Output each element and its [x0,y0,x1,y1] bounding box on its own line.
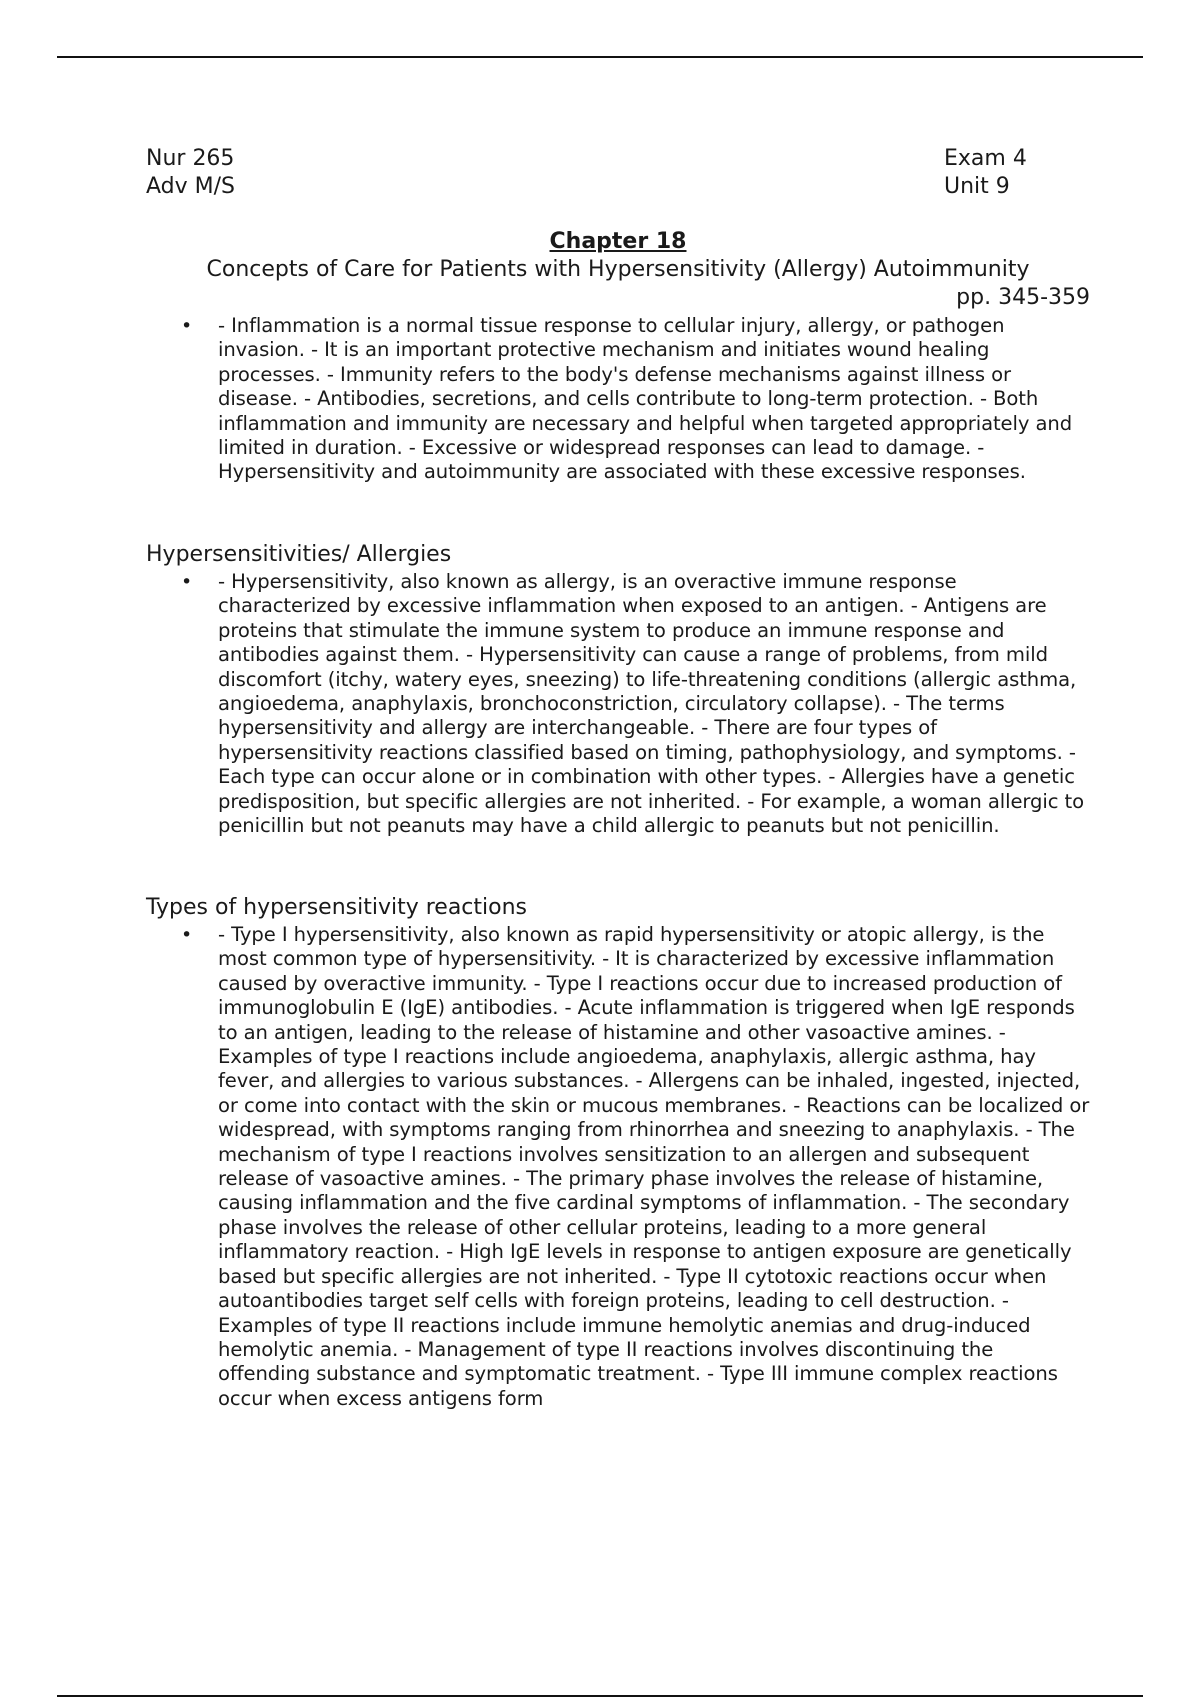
bullet-icon: • [181,571,193,593]
top-rule [57,56,1143,58]
page-range: pp. 345-359 [956,285,1090,310]
header-left [146,145,235,201]
course-name: Adv M/S [146,174,235,199]
bullet-icon: • [181,315,193,337]
bullet-text: - Inflammation is a normal tissue response to cellular injury, allergy, or pathogen invasion. - It is an important protective mechanism and initiates wound healing processes. - Immunity refers to the body's defense mechanisms against illness or disease. - Antibodies, secretions, and cells contribute to long-term protection. - Both inflammation and immunity are necessary and helpful when targeted appropriately and limited in duration. - Excessive or widespread responses can lead to damage. - Hypersensitivity and autoimmunity are associated with these excessive responses. [218,314,1073,484]
unit-label: Unit 9 [944,174,1010,199]
exam-label: Exam 4 [944,146,1027,171]
title-block [146,228,1090,312]
list-item [146,923,1090,1411]
chapter-subtitle: Concepts of Care for Patients with Hypersensitivity (Allergy) Autoimmunity [206,257,1030,282]
header-right [944,145,1027,201]
bullet-icon: • [181,924,193,946]
section-hypersensitivities [146,541,1090,838]
section-heading: Types of hypersensitivity reactions [146,895,527,920]
list-item [146,570,1090,838]
chapter-title: Chapter 18 [549,229,687,254]
course-code: Nur 265 [146,146,235,171]
section-heading: Hypersensitivities/ Allergies [146,542,452,567]
section-intro [146,314,1090,485]
section-types [146,894,1090,1411]
list-item [146,314,1090,485]
bottom-rule [57,1695,1143,1697]
bullet-text: - Hypersensitivity, also known as allergy, is an overactive immune response characterized by excessive inflammation when exposed to an antigen. - Antigens are proteins that stimulate the immune system to produce an immune response and antibodies against them. - Hypersensitivity can cause a range of problems, from mild discomfort (itchy, watery eyes, sneezing) to life-threatening conditions (allergic asthma, angioedema, anaphylaxis, bronchoconstriction, circulatory collapse). - The terms hypersensitivity and allergy are interchangeable. - There are four types of hypersensitivity reactions classified based on timing, pathophysiology, and symptoms. - Each type can occur alone or in combination with other types. - Allergies have a genetic predisposition, but specific allergies are not inherited. - For example, a woman allergic to penicillin but not peanuts may have a child allergic to peanuts but not penicillin. [218,570,1084,838]
bullet-text: - Type I hypersensitivity, also known as rapid hypersensitivity or atopic allergy, is the most common type of hypersensitivity. - It is characterized by excessive inflammation caused by overactive immunity. - Type I reactions occur due to increased production of immunoglobulin E (IgE) antibodies. - Acute inflammation is triggered when IgE responds to an antigen, leading to the release of histamine and other vasoactive amines. - Examples of type I reactions include angioedema, anaphylaxis, allergic asthma, hay fever, and allergies to various substances. - Allergens can be inhaled, ingested, injected, or come into contact with the skin or mucous membranes. - Reactions can be localized or widespread, with symptoms ranging from rhinorrhea and sneezing to anaphylaxis. - The mechanism of type I reactions involves sensitization to an allergen and subsequent release of vasoactive amines. - The primary phase involves the release of histamine, causing inflammation and the five cardinal symptoms of inflammation. - The secondary phase involves the release of other cellular proteins, leading to a more general inflammatory reaction. - High IgE levels in response to antigen exposure are genetically based but specific allergies are not inherited. - Type II cytotoxic reactions occur when autoantibodies target self cells with foreign proteins, leading to cell destruction. - Examples of type II reactions include immune hemolytic anemias and drug-induced hemolytic anemia. - Management of type II reactions involves discontinuing the offending substance and symptomatic treatment. - Type III immune complex reactions occur when excess antigens form [218,923,1090,1410]
